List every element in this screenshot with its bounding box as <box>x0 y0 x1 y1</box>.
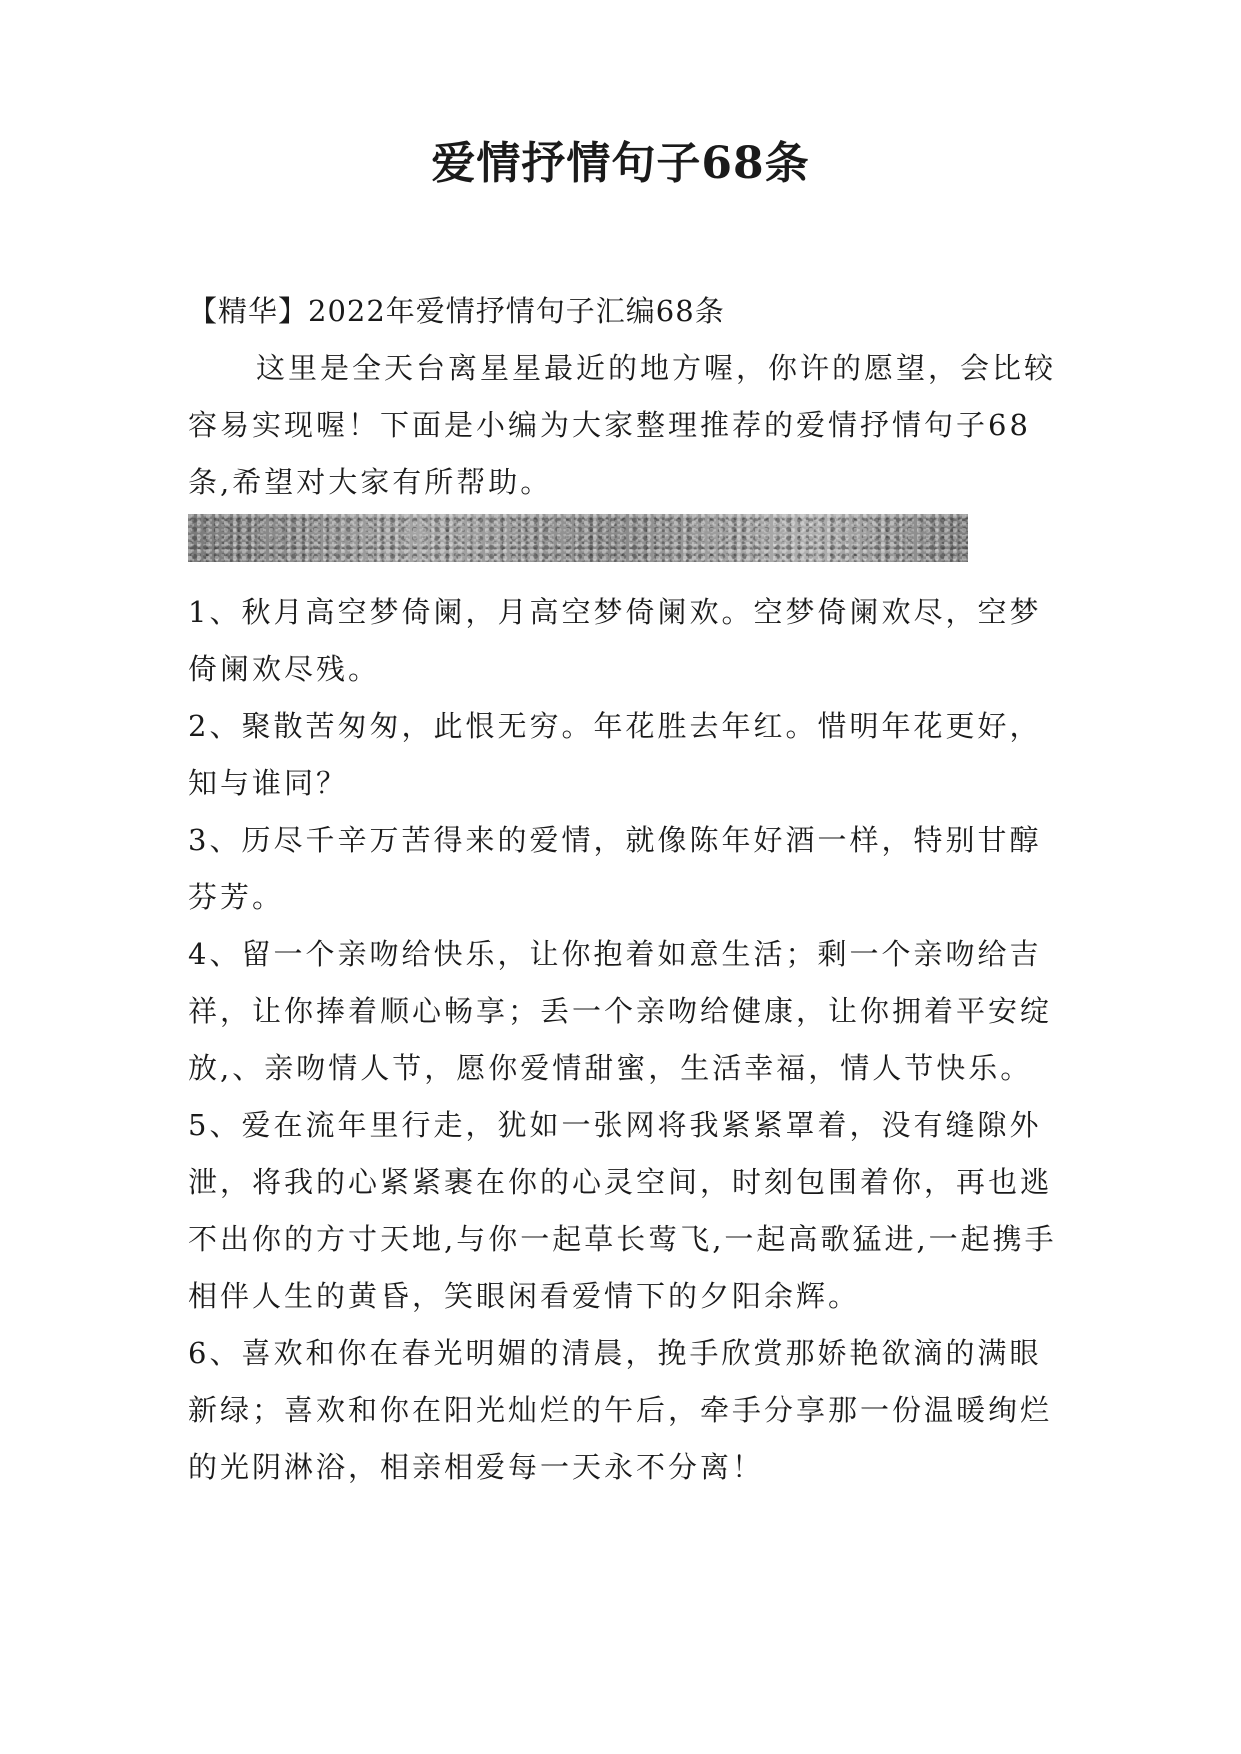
list-item: 6、喜欢和你在春光明媚的清晨，挽手欣赏那娇艳欲滴的满眼新绿；喜欢和你在阳光灿烂的午后，牵手分享那一份温暖绚烂的光阴淋浴，相亲相爱每一天永不分离！ <box>188 1336 1053 1484</box>
list-item: 1、秋月高空梦倚阑，月高空梦倚阑欢。空梦倚阑欢尽，空梦倚阑欢尽残。 <box>188 595 1042 686</box>
list-item: 2、聚散苦匆匆，此恨无穷。年花胜去年红。惜明年花更好，知与谁同？ <box>188 709 1042 800</box>
intro-paragraph: 这里是全天台离星星最近的地方喔，你许的愿望，会比较容易实现喔！下面是小编为大家整理推荐的爱情抒情句子68条,希望对大家有所帮助。 <box>188 351 1057 499</box>
decorative-banner-image <box>188 514 968 562</box>
list-item: 3、历尽千辛万苦得来的爱情，就像陈年好酒一样，特别甘醇芬芳。 <box>188 823 1042 914</box>
document-title: 爱情抒情句子68条 <box>431 138 810 189</box>
list-item: 4、留一个亲吻给快乐，让你抱着如意生活；剩一个亲吻给吉祥，让你捧着顺心畅享；丢一个亲吻给健康，让你拥着平安绽放,、亲吻情人节，愿你爱情甜蜜，生活幸福，情人节快乐。 <box>188 937 1053 1085</box>
document-subtitle: 【精华】2022年爱情抒情句子汇编68条 <box>188 294 725 328</box>
document-body <box>188 283 1058 1496</box>
list-item: 5、爱在流年里行走，犹如一张网将我紧紧罩着，没有缝隙外泄，将我的心紧紧裹在你的心灵空间，时刻包围着你，再也逃不出你的方寸天地,与你一起草长莺飞,一起高歌猛进,一起携手相伴人生的黄昏，笑眼闲看爱情下的夕阳余辉。 <box>188 1108 1057 1313</box>
